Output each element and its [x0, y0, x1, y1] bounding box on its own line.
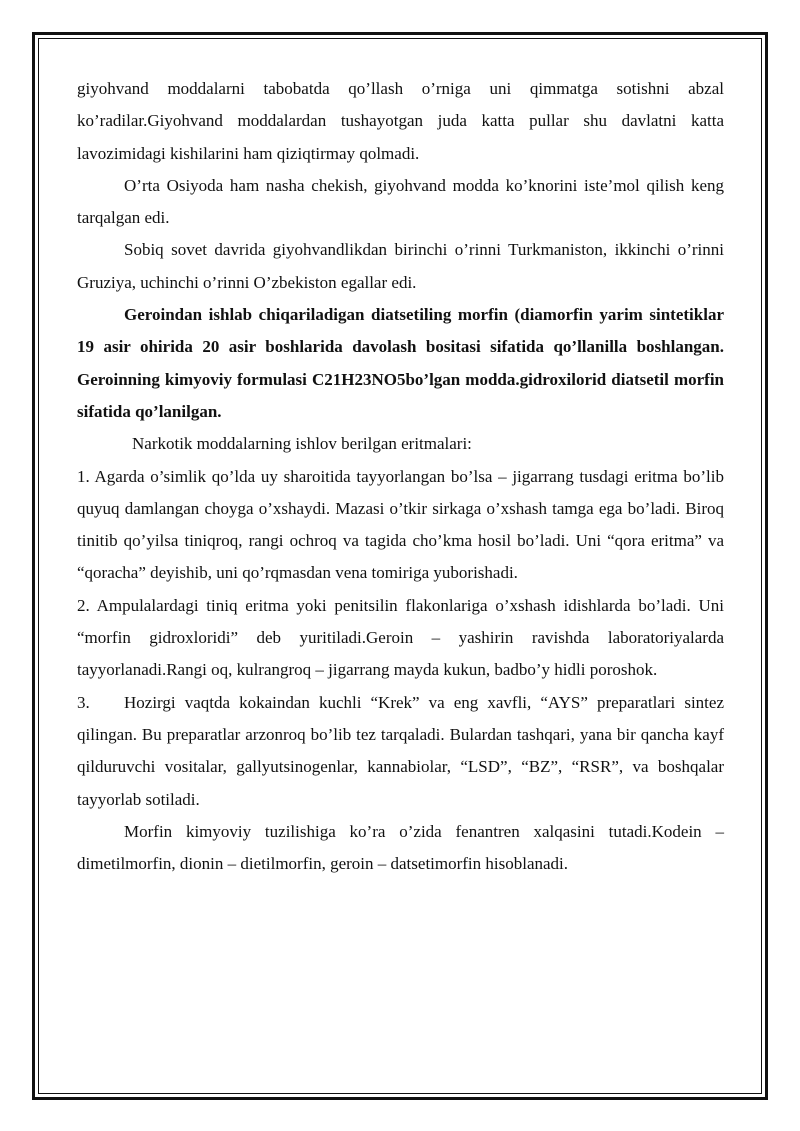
paragraph-heroin-bold: Geroindan ishlab chiqariladigan diatsetiling morfin (diamorfin yarim sintetiklar 19 asir ohirida 20 asir boshlarida davolash bositasi sifatida qo’llanilla boshlangan. Geroinning kimyoviy formulasi C21H23NO5bo’lgan modda.gidroxilorid diatsetil morfin sifatida qo’lanilgan. — [77, 305, 724, 421]
list-item-3 — [77, 687, 724, 816]
list-item-1: 1. Agarda o’simlik qo’lda uy sharoitida tayyorlangan bo’lsa – jigarrang tusdagi eritma bo’lib quyuq damlangan choyga o’xshaydi. Mazasi o’tkir sirkaga o’xshash tamga ega bo’ladi. Biroq tinitib qo’yilsa tiniqroq, rangi ochroq va tagida cho’kma hosil bo’ladi. Uni “qora eritma” va “qoracha” deyishib, uni qo’rqmasdan vena tomiriga yuborishadi. — [77, 466, 724, 583]
list-item-3-number: 3. — [77, 692, 90, 712]
list-item-2: 2. Ampulalardagi tiniq eritma yoki penitsilin flakonlariga o’xshash idishlarda bo’ladi. Uni “morfin gidroxloridi” deb yuritiladi.Geroin – yashirin ravishda laboratoriyalarda tayyorlanadi.Rangi oq, kulrangroq – jigarrang mayda kukun, badbo’y hidli poroshok. — [77, 595, 724, 680]
paragraph-morphine: Morfin kimyoviy tuzilishiga ko’ra o’zida fenantren xalqasini tutadi.Kodein – dimetilmorfin, dionin – dietilmorfin, geroin – datsetimorfin hisoblanadi. — [77, 821, 724, 874]
document-body — [77, 73, 724, 880]
list-item-3-text: Hozirgi vaqtda kokaindan kuchli “Krek” va eng xavfli, “AYS” preparatlari sintez qilingan. Bu preparatlar arzonroq bo’lib tez tarqaladi. Bulardan tashqari, yana bir qancha kayf qilduruvchi vositalar, gallyutsinogenlar, kannabiolar, “LSD”, “BZ”, “RSR”, va boshqalar tayyorlab sotiladi. — [77, 692, 724, 809]
paragraph-3: Sobiq sovet davrida giyohvandlikdan birinchi o’rinni Turkmaniston, ikkinchi o’rinni Gruziya, uchinchi o’rinni O’zbekiston egallar edi. — [77, 240, 724, 292]
paragraph-1: giyohvand moddalarni tabobatda qo’llash o’rniga uni qimmatga sotishni abzal ko’radilar.Giyohvand moddalardan tushayotgan juda katta pullar shu davlatni katta lavozimidagi kishilarini ham qiziqtirmay qolmadi. — [77, 79, 724, 163]
paragraph-solutions-intro: Narkotik moddalarning ishlov berilgan eritmalari: — [132, 434, 472, 454]
paragraph-2: O’rta Osiyoda ham nasha chekish, giyohvand modda ko’knorini iste’mol qilish keng tarqalgan edi. — [77, 175, 724, 228]
